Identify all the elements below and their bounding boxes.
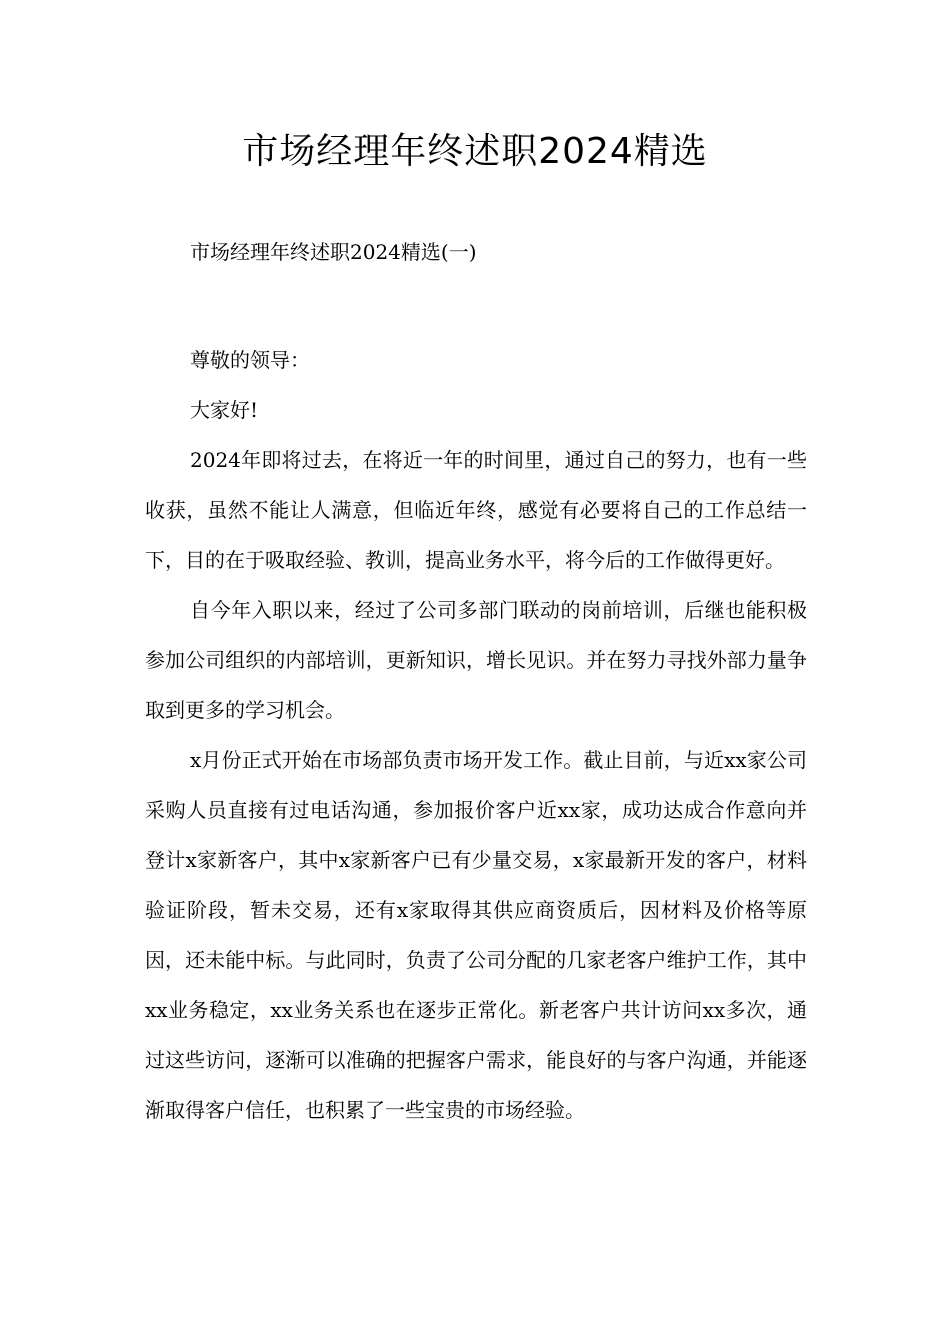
greeting: 大家好!	[190, 398, 259, 422]
paragraph: x月份正式开始在市场部负责市场开发工作。截止目前，与近xx家公司采购人员直接有过电话沟通，参加报价客户近xx家，成功达成合作意向并登计x家新客户，其中x家新客户已有少量交易，x家最新开发的客户，材料验证阶段，暂未交易，还有x家取得其供应商资质后，因材料及价格等原因，还未能中标。与此同时，负责了公司分配的几家老客户维护工作，其中xx业务稳定，xx业务关系也在逐步正常化。新老客户共计访问xx多次，通过这些访问，逐渐可以准确的把握客户需求，能良好的与客户沟通，并能逐渐取得客户信任，也积累了一些宝贵的市场经验。	[145, 748, 807, 1122]
paragraph: 2024年即将过去，在将近一年的时间里，通过自己的努力，也有一些收获，虽然不能让人满意，但临近年终，感觉有必要将自己的工作总结一下，目的在于吸取经验、教训，提高业务水平，将今后的工作做得更好。	[145, 448, 807, 572]
document-title: 市场经理年终述职2024精选	[242, 131, 708, 172]
salutation: 尊敬的领导：	[190, 348, 310, 372]
paragraph: 自今年入职以来，经过了公司多部门联动的岗前培训，后继也能积极参加公司组织的内部培训，更新知识，增长见识。并在努力寻找外部力量争取到更多的学习机会。	[145, 598, 807, 722]
document-subtitle: 市场经理年终述职2024精选(一)	[190, 240, 477, 264]
document-body	[145, 335, 807, 1135]
